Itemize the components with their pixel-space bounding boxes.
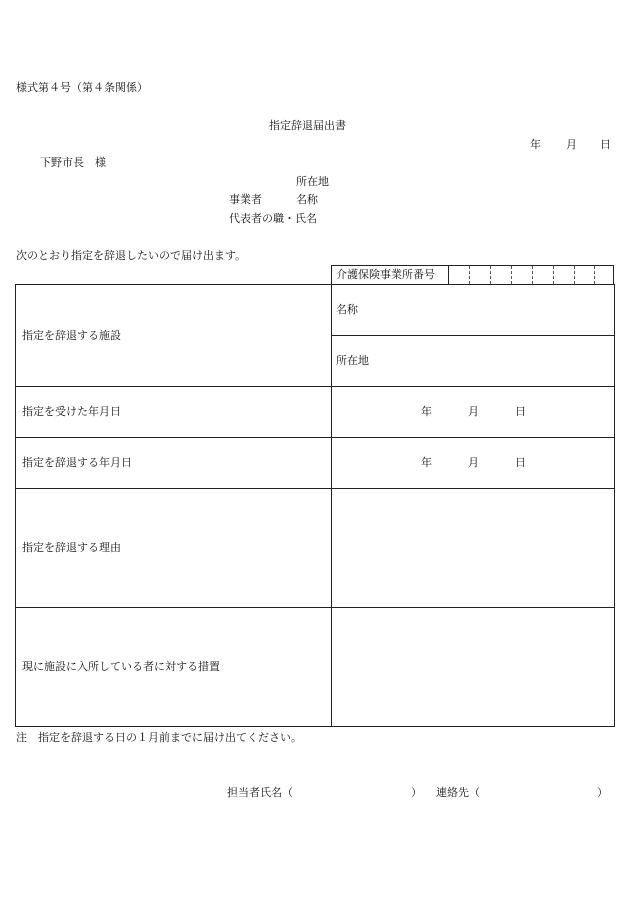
digit-separator: [490, 266, 491, 284]
table-row-divider: [331, 335, 615, 336]
facility-name-label: 名称: [336, 303, 358, 316]
digit-separator: [532, 266, 533, 284]
date-month: 月: [566, 138, 577, 151]
reason-label: 指定を辞退する理由: [22, 541, 121, 554]
designated-date-label: 指定を受けた年月日: [22, 405, 121, 418]
person-in-charge-close: ）: [411, 786, 422, 799]
designated-day: 日: [515, 405, 526, 418]
withdraw-date-label: 指定を辞退する年月日: [22, 456, 132, 469]
withdraw-year: 年: [421, 456, 432, 469]
digit-separator: [469, 266, 470, 284]
facility-location-label: 所在地: [336, 354, 369, 367]
withdraw-month: 月: [468, 456, 479, 469]
designated-year: 年: [421, 405, 432, 418]
office-number-divider: [448, 265, 449, 285]
digit-separator: [511, 266, 512, 284]
applicant-location-label: 所在地: [296, 175, 329, 188]
withdraw-day: 日: [515, 456, 526, 469]
contact-close: ）: [597, 786, 608, 799]
measures-label: 現に施設に入所している者に対する措置: [22, 660, 220, 673]
table-row-divider: [15, 488, 615, 489]
table-column-divider: [331, 284, 332, 727]
digit-separator: [594, 266, 595, 284]
designated-month: 月: [468, 405, 479, 418]
addressee: 下野市長 様: [40, 156, 106, 169]
person-in-charge-label: 担当者氏名（: [227, 786, 293, 799]
office-number-label: 介護保険事業所番号: [336, 268, 435, 281]
intro-text: 次のとおり指定を辞退したいので届け出ます。: [16, 249, 247, 262]
date-day: 日: [600, 138, 611, 151]
form-label: 様式第４号（第４条関係）: [16, 81, 148, 94]
date-year: 年: [530, 138, 541, 151]
document-title: 指定辞退届出書: [269, 119, 346, 132]
digit-separator: [574, 266, 575, 284]
applicant-name-label: 名称: [296, 193, 318, 206]
digit-separator: [553, 266, 554, 284]
facility-label: 指定を辞退する施設: [22, 329, 121, 342]
representative-label: 代表者の職・氏名: [229, 212, 317, 225]
contact-label: 連絡先（: [436, 786, 480, 799]
table-row-divider: [15, 437, 615, 438]
table-row-divider: [15, 386, 615, 387]
applicant-group-label: 事業者: [229, 193, 262, 206]
note-text: 注 指定を辞退する日の１月前までに届け出てください。: [16, 731, 302, 744]
table-row-divider: [15, 607, 615, 608]
